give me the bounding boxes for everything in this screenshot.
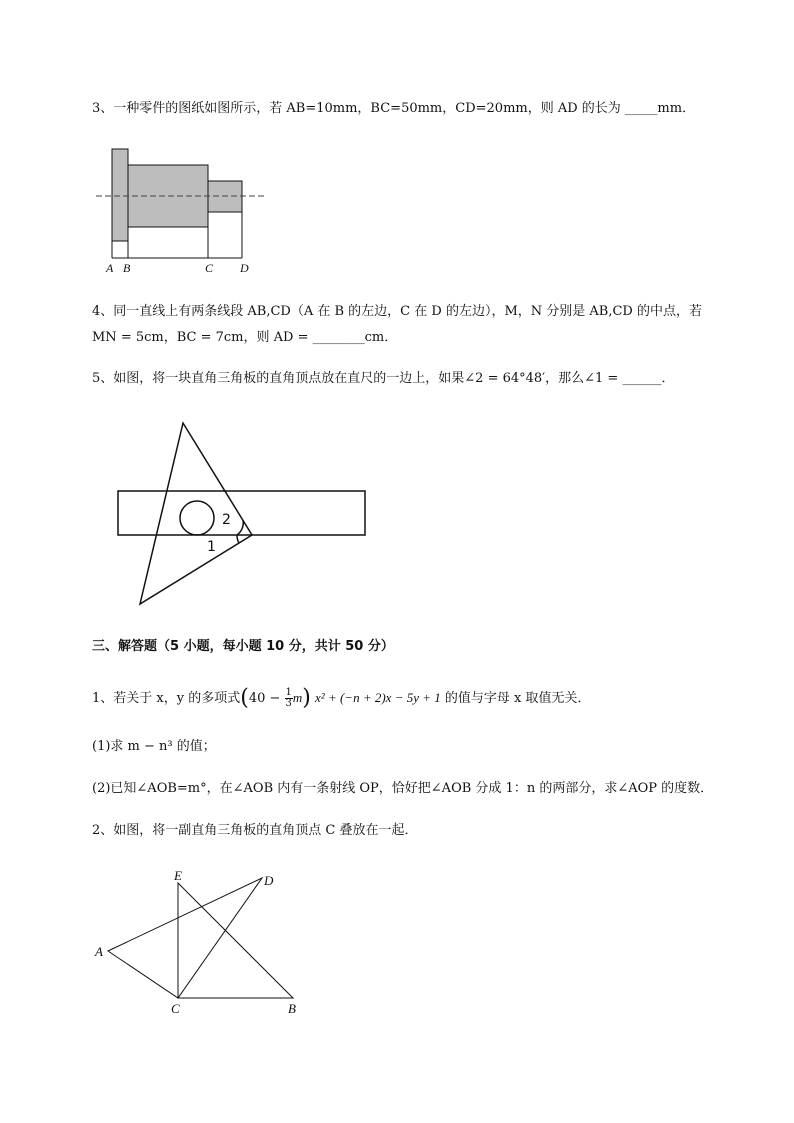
- problem-1-suffix: 的值与字母 x 取值无关．: [444, 691, 591, 706]
- poly-c: x² + (−n + 2)x − 5y + 1: [315, 690, 441, 705]
- angle-1-label: 1: [207, 539, 216, 555]
- label-d2: D: [264, 873, 274, 888]
- label-d: D: [240, 261, 249, 275]
- label-c: C: [205, 261, 214, 275]
- problem-1-sub2: (2)已知∠AOB=m°，在∠AOB 内有一条射线 OP，恰好把∠AOB 分成 1：n 的两部分，求∠AOP 的度数．: [92, 781, 714, 796]
- poly-a: 40 −: [248, 691, 281, 706]
- label-a: A: [106, 261, 114, 275]
- label-c2: C: [171, 1001, 180, 1016]
- question-3-text: 3、一种零件的图纸如图所示，若 AB=10mm，BC=50mm，CD=20mm，则 AD 的长为 _____mm．: [92, 101, 696, 116]
- question-4-line1: 4、同一直线上有两条线段 AB,CD（A 在 B 的左边，C 在 D 的左边），M，N 分别是 AB,CD 的中点，若: [92, 304, 702, 319]
- problem-1-sub1: (1)求 m − n³ 的值；: [92, 739, 216, 754]
- frac-num: 1: [285, 687, 292, 698]
- frac-den: 3: [285, 698, 292, 709]
- question-5-text: 5、如图，将一块直角三角板的直角顶点放在直尺的一边上，如果∠2 = 64°48′，那么∠1 = ______．: [92, 371, 675, 386]
- label-b: B: [123, 261, 131, 275]
- question-4-line2: MN = 5cm，BC = 7cm，则 AD = ________cm．: [92, 330, 398, 345]
- problem-2-text: 2、如图，将一副直角三角板的直角顶点 C 叠放在一起．: [92, 823, 418, 838]
- label-a2: A: [95, 944, 103, 959]
- problem-1-prefix: 1、若关于 x，y 的多项式: [92, 691, 241, 706]
- problem-1-text: 1、若关于 x，y 的多项式(40 − $\frac{1}{3}$ m) x² + (−n + 2)x − 5y + 1 的值与字母 x 取值无关．: [92, 685, 591, 711]
- poly-b: m: [292, 690, 303, 705]
- section-3-title: 三、解答题（5 小题，每小题 10 分，共计 50 分）: [92, 639, 394, 654]
- angle-2-label: 2: [222, 512, 231, 528]
- triangle-ecb: [178, 883, 293, 998]
- label-b2: B: [288, 1001, 296, 1016]
- label-e: E: [174, 868, 182, 883]
- triangle-acd: [108, 878, 262, 998]
